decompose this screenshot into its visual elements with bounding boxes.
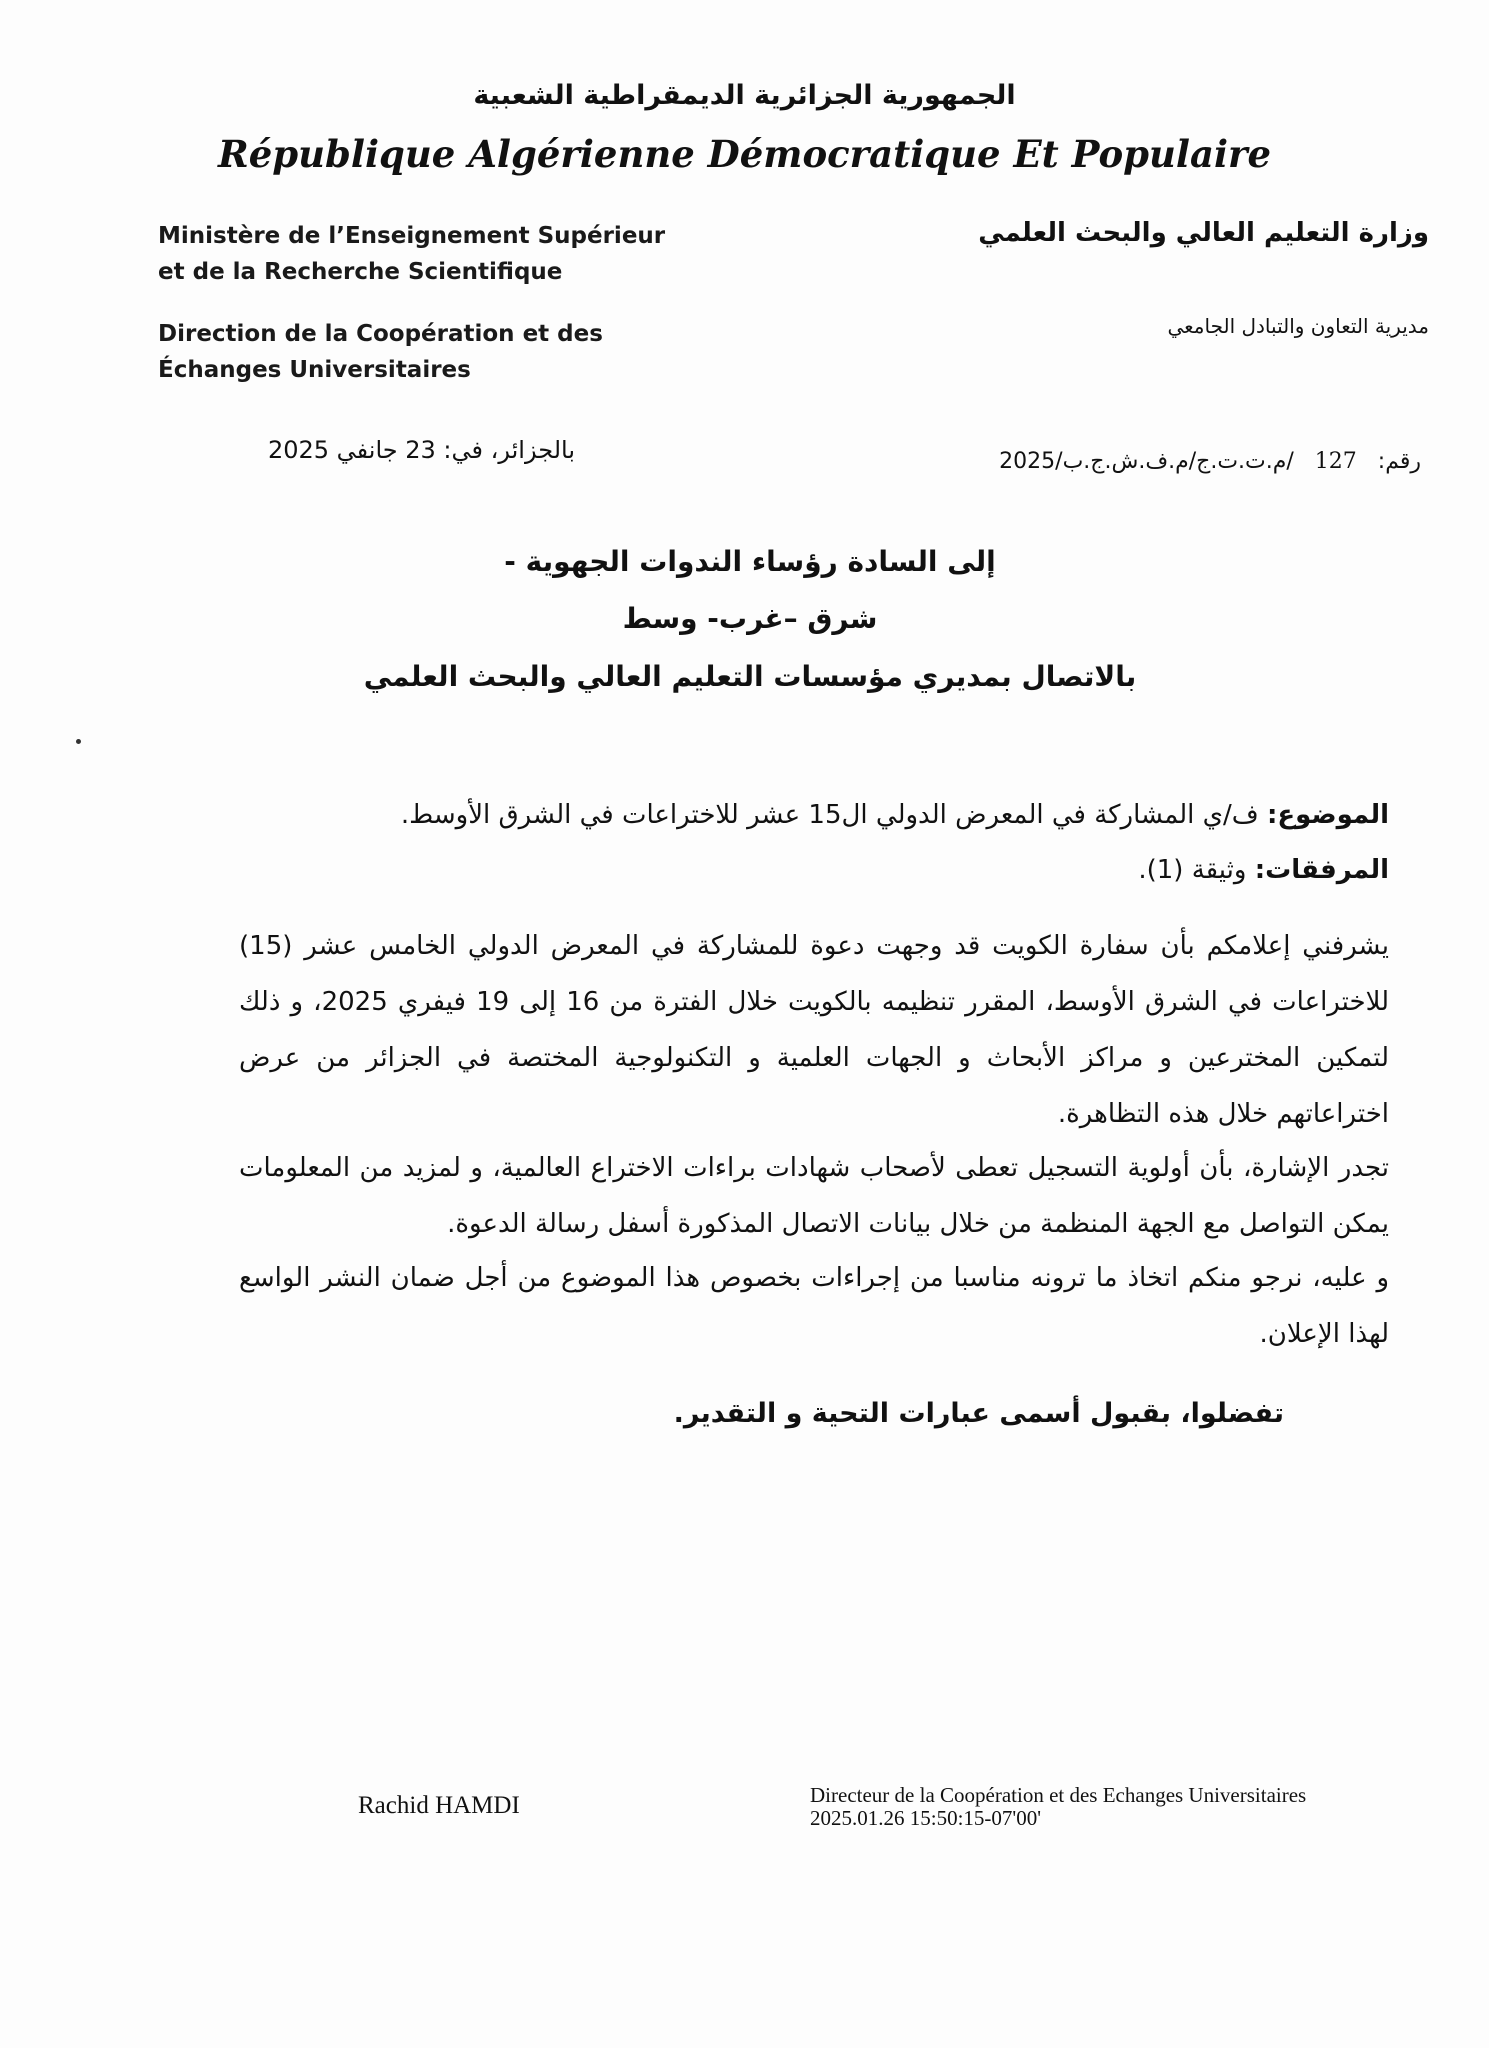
digital-signature-block (810, 1784, 1430, 1830)
recipients-line1: إلى السادة رؤساء الندوات الجهوية - (504, 545, 996, 578)
subject-label: الموضوع: (1267, 800, 1389, 830)
place-date: بالجزائر، في: 23 جانفي 2025 (267, 436, 575, 464)
subject-line (239, 800, 1389, 830)
ministry-ar: وزارة التعليم العالي والبحث العلمي (978, 218, 1429, 248)
republic-title-fr: République Algérienne Démocratique Et Populaire (217, 132, 1272, 176)
directorate-ar: مديرية التعاون والتبادل الجامعي (1167, 314, 1429, 338)
signatory-name: Rachid HAMDI (358, 1792, 520, 1819)
body-paragraph-2: تجدر الإشارة، بأن أولوية التسجيل تعطى لأصحاب شهادات براءات الاختراع العالمية، و لمزيد من المعلومات يمكن التواصل مع الجهة المنظمة من خلال بيانات الاتصال المذكورة أسفل رسالة الدعوة. (239, 1153, 1389, 1239)
directorate-fr (158, 316, 678, 388)
ministry-fr (158, 218, 678, 290)
reference-line (861, 449, 1421, 474)
signature-timestamp: 2025.01.26 15:50:15-07'00' (810, 1806, 1041, 1830)
body-paragraph-1: يشرفني إعلامكم بأن سفارة الكويت قد وجهت دعوة للمشاركة في المعرض الدولي الخامس عشر (15) للاختراعات في الشرق الأوسط، المقرر تنظيمه بالكويت خلال الفترة من 16 إلى 19 فيفري 2025، و ذلك لتمكين المخترعين و مراكز الأبحاث و الجهات العلمية و التكنولوجية المختصة في الجزائر من عرض اختراعاتهم خلال هذه التظاهرة. (239, 931, 1390, 1129)
subject-text: ف/ي المشاركة في المعرض الدولي ال15 عشر للاختراعات في الشرق الأوسط. (400, 800, 1267, 830)
closing-line: تفضلوا، بقبول أسمى عبارات التحية و التقدير. (673, 1398, 1284, 1429)
ministry-fr-line1: Ministère de l’Enseignement Supérieur (158, 223, 666, 249)
scan-speck (76, 739, 81, 744)
signatory-title: Directeur de la Coopération et des Echanges Universitaires (810, 1783, 1307, 1807)
body-paragraph-3: و عليه، نرجو منكم اتخاذ ما ترونه مناسبا من إجراءات بخصوص هذا الموضوع من أجل ضمان النشر الواسع لهذا الإعلان. (239, 1263, 1389, 1349)
directorate-fr-line1: Direction de la Coopération et des (158, 321, 603, 347)
recipients-line3: بالاتصال بمديري مؤسسات التعليم العالي والبحث العلمي (363, 660, 1137, 693)
ref-code: /م.ت.ت.ج/م.ف.ش.ج.ب/2025 (999, 449, 1294, 474)
attachments-line (239, 855, 1389, 885)
recipients-line2: شرق –غرب- وسط (622, 602, 878, 635)
attachments-label: المرفقات: (1254, 855, 1389, 885)
directorate-fr-line2: Échanges Universitaires (158, 357, 471, 383)
republic-title-ar: الجمهورية الجزائرية الديمقراطية الشعبية (473, 80, 1016, 111)
attachments-text: وثيقة (1). (1138, 855, 1255, 885)
ref-label: رقم: (1377, 449, 1421, 474)
ministry-fr-line2: et de la Recherche Scientifique (158, 259, 563, 285)
ref-number: 127 (1314, 449, 1357, 474)
